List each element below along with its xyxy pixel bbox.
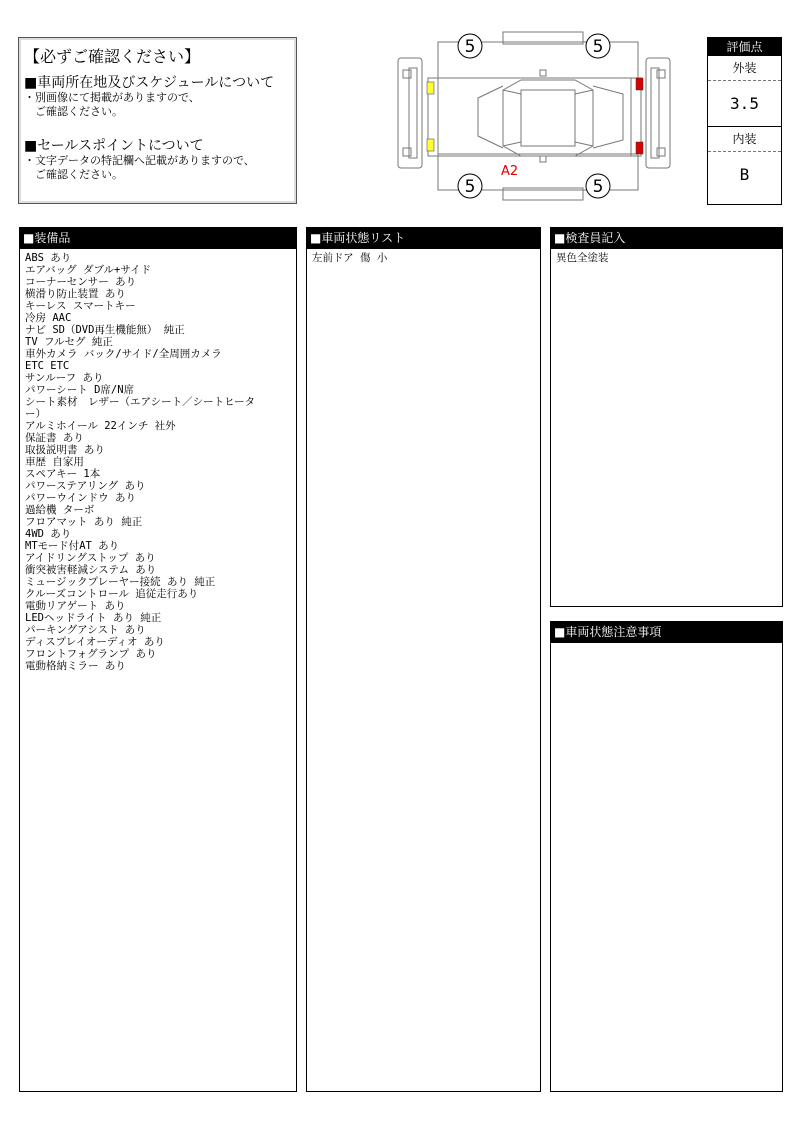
front-left-marker xyxy=(427,82,434,94)
equipment-list xyxy=(20,249,296,672)
equipment-item: パワーシート D席/N席 xyxy=(25,384,135,396)
inspector-header: ■検査員記入 xyxy=(551,228,782,249)
equipment-item: ナビ SD（DVD再生機能無） 純正 xyxy=(25,324,185,336)
equipment-item: フロアマット あり 純正 xyxy=(25,516,143,528)
equipment-item: ABS あり xyxy=(25,252,72,264)
equipment-item: アルミホイール 22インチ 社外 xyxy=(25,420,176,432)
rear-right-marker xyxy=(636,142,643,154)
equipment-item: エアバッグ ダブル+サイド xyxy=(25,264,152,276)
equipment-item: 過給機 ターボ xyxy=(25,504,95,516)
equipment-item: サンルーフ あり xyxy=(25,372,104,384)
notice-box xyxy=(18,37,297,204)
equipment-item: パワーウインドウ あり xyxy=(25,492,137,504)
inspector-text: 異色全塗装 xyxy=(556,252,609,264)
notice-title: 【必ずご確認ください】 xyxy=(24,47,201,66)
equipment-item: 冷房 AAC xyxy=(25,312,72,324)
caution-header: ■車両状態注意事項 xyxy=(551,622,782,643)
schedule-heading: ■車両所在地及びスケジュールについて xyxy=(24,75,275,91)
condition-list-header: ■車両状態リスト xyxy=(307,228,540,249)
equipment-item: 4WD あり xyxy=(25,528,72,540)
equipment-item: クルーズコントロール 追従走行あり xyxy=(25,588,199,600)
equipment-item: 車外カメラ バック/サイド/全周囲カメラ xyxy=(25,348,222,360)
grade-header: 評価点 xyxy=(708,38,781,56)
equipment-item: 保証書 あり xyxy=(25,432,84,444)
equipment-item: キーレス スマートキー xyxy=(25,300,136,312)
equipment-item: LEDヘッドライト あり 純正 xyxy=(25,612,162,624)
inspector-panel xyxy=(550,227,783,607)
schedule-text: ・別画像にて掲載がありますので、 ご確認ください。 xyxy=(24,91,200,118)
exterior-grade: 3.5 xyxy=(730,94,759,113)
equipment-item: ー） xyxy=(25,408,46,420)
condition-list-panel xyxy=(306,227,541,1092)
vehicle-diagram xyxy=(393,28,675,204)
equipment-item: 横滑り防止装置 あり xyxy=(25,288,126,300)
equipment-header: ■装備品 xyxy=(20,228,296,249)
tire-score-front-left: 5 xyxy=(464,37,476,57)
equipment-item: ミュージックプレーヤー接続 あり 純正 xyxy=(25,576,216,588)
tire-score-rear-left: 5 xyxy=(592,37,604,57)
equipment-item: 衝突被害軽減システム あり xyxy=(25,564,157,576)
equipment-item: コーナーセンサー あり xyxy=(25,276,137,288)
condition-list-text: 左前ドア 傷 小 xyxy=(312,252,388,264)
equipment-item: 車歴 自家用 xyxy=(25,456,84,468)
equipment-item: 取扱説明書 あり xyxy=(25,444,105,456)
caution-panel xyxy=(550,621,783,1092)
interior-grade: B xyxy=(739,165,750,184)
sales-point-text: ・文字データの特記欄へ記載がありますので、 ご確認ください。 xyxy=(24,154,255,181)
equipment-item: シート素材 レザー（エアシート／シートヒータ xyxy=(25,396,256,408)
interior-label: 内装 xyxy=(708,126,781,152)
tire-score-front-right: 5 xyxy=(464,177,476,197)
damage-mark-left-front-door: A2 xyxy=(501,164,519,179)
grade-box xyxy=(707,37,782,205)
caution-text xyxy=(551,643,782,646)
equipment-item: 電動リアゲート あり xyxy=(25,600,126,612)
equipment-item: ディスプレイオーディオ あり xyxy=(25,636,165,648)
equipment-item: パワーステアリング あり xyxy=(25,480,146,492)
equipment-item: 電動格納ミラー あり xyxy=(25,660,126,672)
equipment-item: ETC ETC xyxy=(25,360,70,372)
sales-point-heading: ■セールスポイントについて xyxy=(24,138,204,154)
front-right-marker xyxy=(427,139,434,151)
equipment-item: TV フルセグ 純正 xyxy=(25,336,113,348)
tire-score-rear-right: 5 xyxy=(592,177,604,197)
equipment-item: MTモード付AT あり xyxy=(25,540,120,552)
equipment-panel xyxy=(19,227,297,1092)
exterior-label: 外装 xyxy=(708,56,781,81)
equipment-item: スペアキー 1本 xyxy=(25,468,101,480)
equipment-item: アイドリングストップ あり xyxy=(25,552,156,564)
equipment-item: フロントフォグランプ あり xyxy=(25,648,157,660)
equipment-item: パーキングアシスト あり xyxy=(25,624,146,636)
rear-left-marker xyxy=(636,78,643,90)
